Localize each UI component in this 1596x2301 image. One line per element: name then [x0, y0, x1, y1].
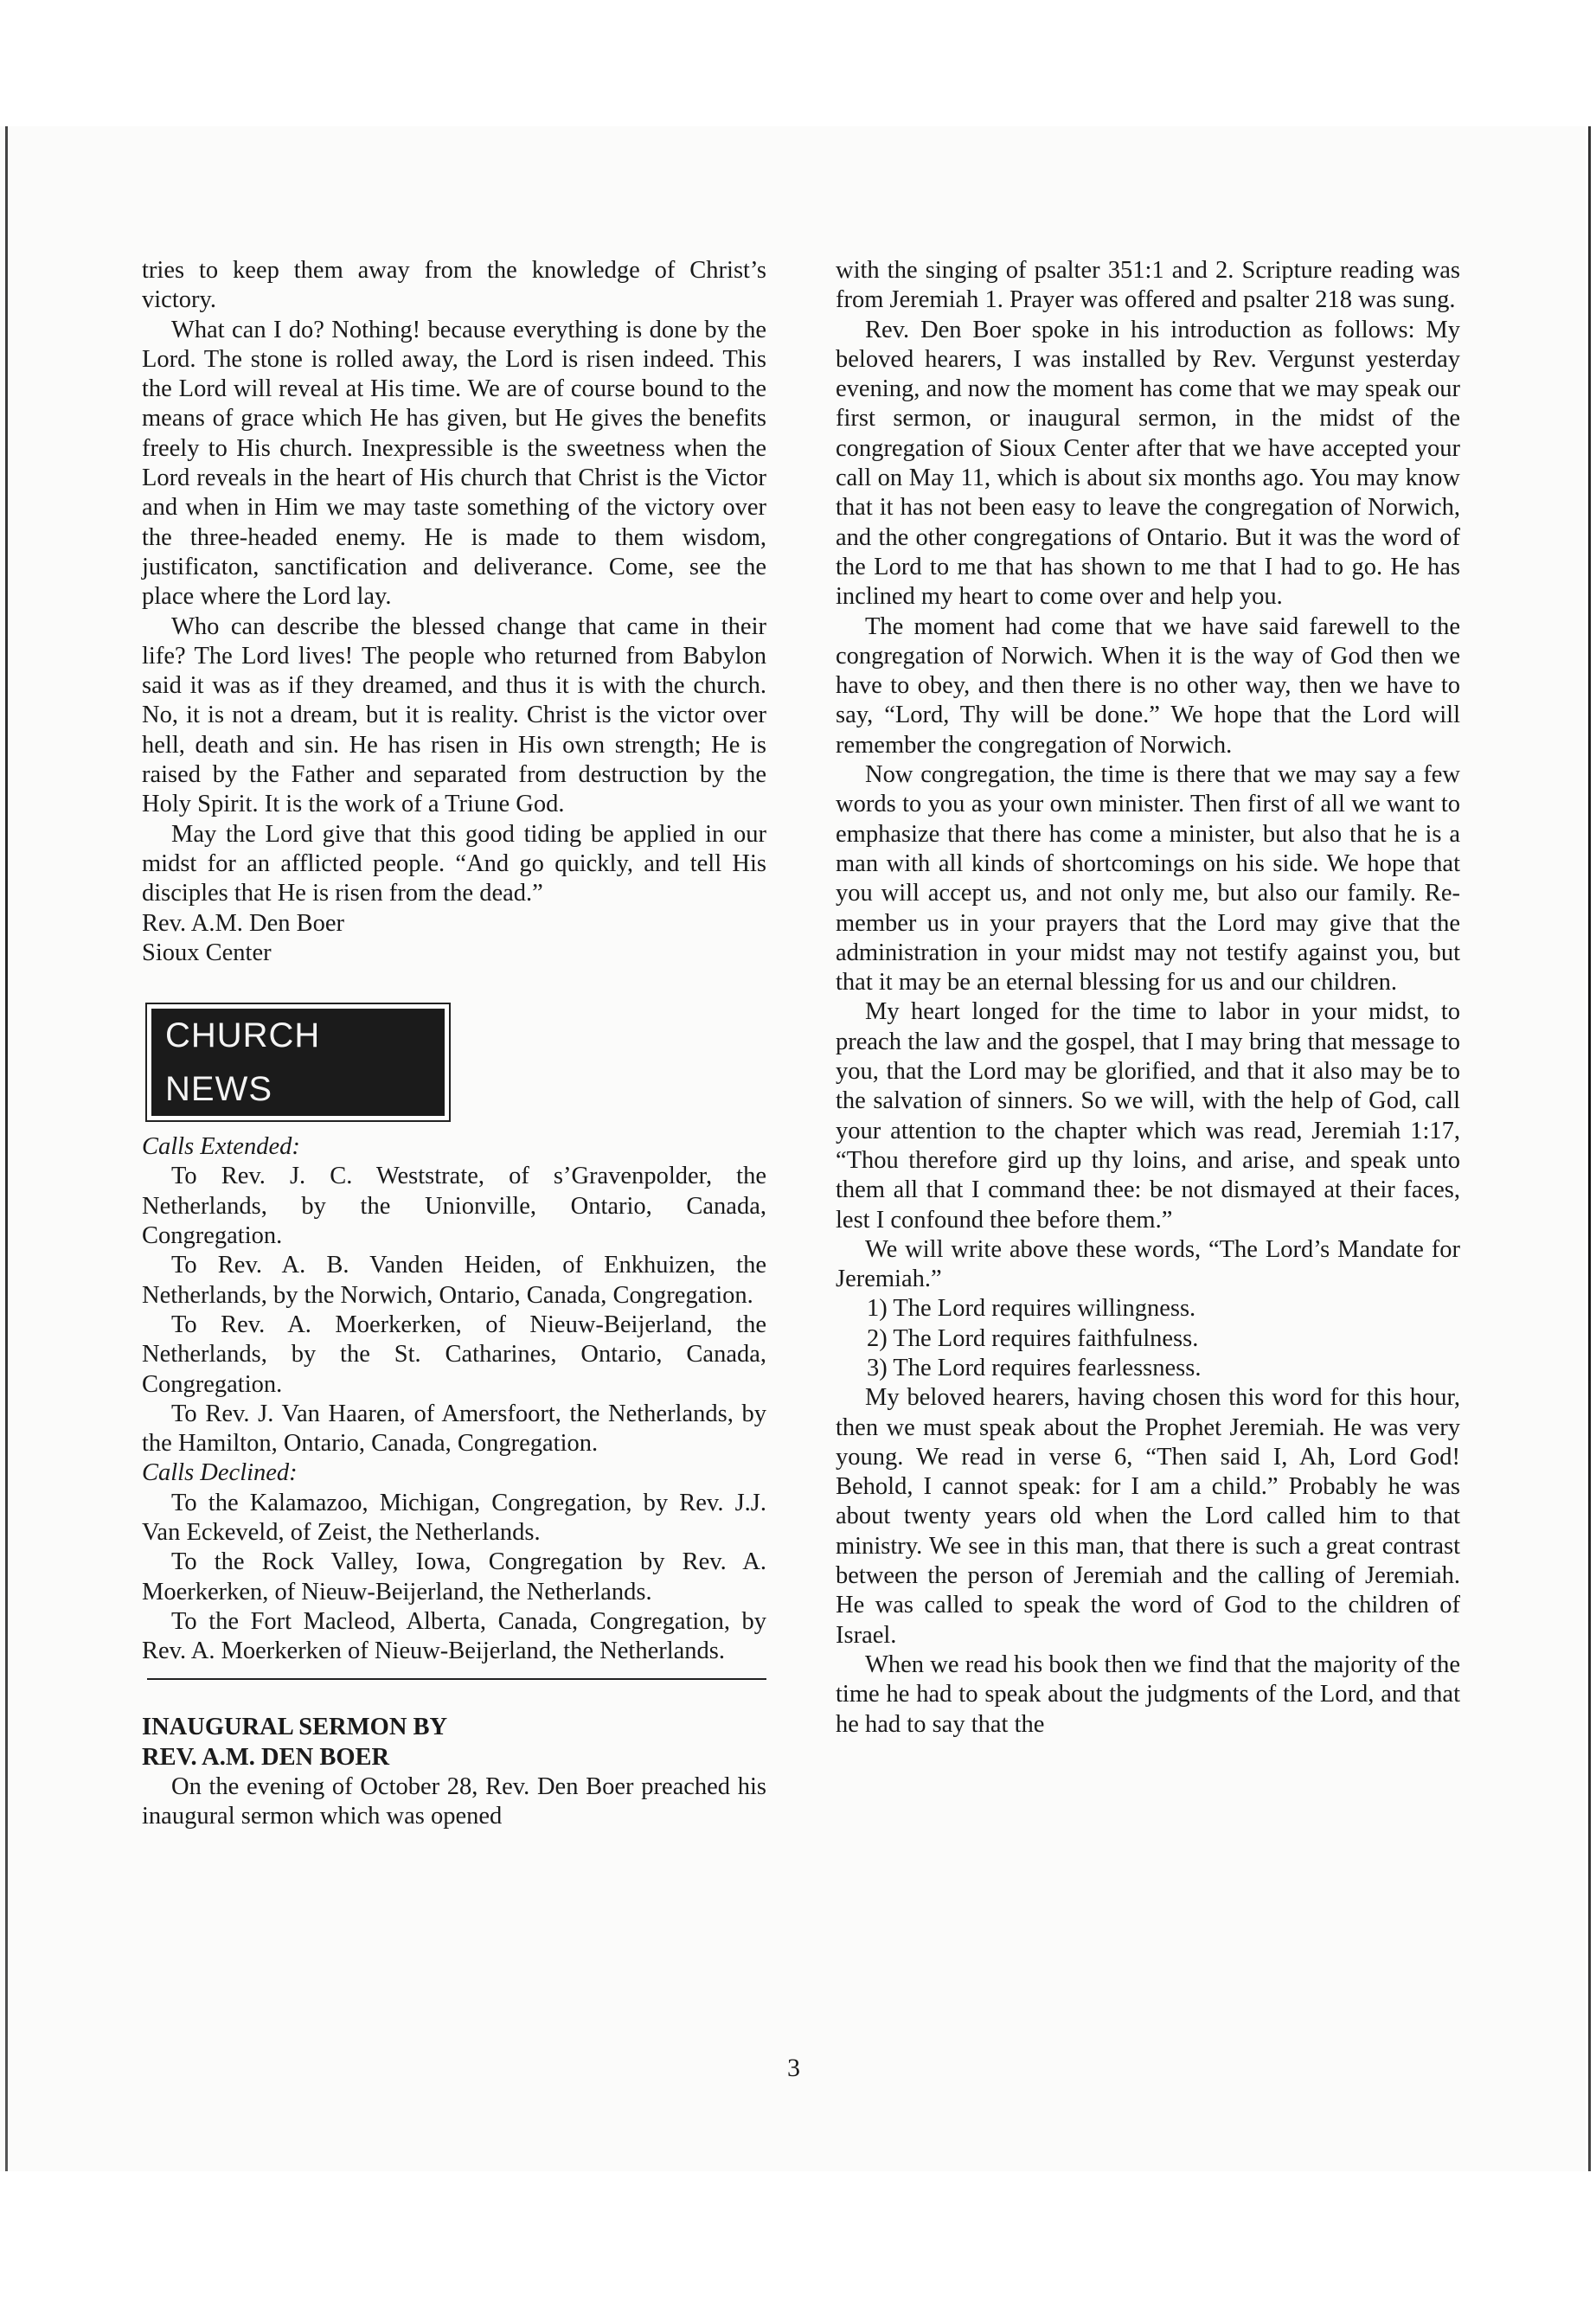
paragraph: tries to keep them away from the knowledge of Christ’s victory. [142, 257, 766, 314]
scan-edge-left [5, 126, 8, 2171]
sermon-heading-line2: REV. A.M. DEN BOER [142, 1743, 390, 1771]
signature-place: Sioux Center [142, 939, 272, 966]
paragraph: When we read his book then we find that the majority of the time he had to speak about the judgments of the Lord, and that he had to say that the [836, 1650, 1460, 1738]
calls-extended-label: Calls Extended: [142, 1133, 300, 1161]
call-item: To Rev. J. Van Haaren, of Amersfoort, the Netherlands, by the Hamilton, Ontario, Canada, Congregation. [142, 1400, 766, 1458]
page-number: 3 [787, 2054, 800, 2082]
paragraph: We will write above these words, “The Lord’s Mandate for Jeremiah.” [836, 1235, 1460, 1293]
signature-name: Rev. A.M. Den Boer [142, 909, 345, 937]
paragraph: Now congregation, the time is there that we may say a few words to you as your own minister. Then first of all we want to emphasize that there has come a minister, but also that he is a man with all kinds of shortcomings on his side. We hope that you will accept us, and not only me, but also our family. Remember us in your prayers that the Lord may give that the administration in your midst may not testify against you, but that it may be an eternal blessing for us and our children. [836, 761, 1460, 997]
section-divider [147, 1678, 766, 1680]
paragraph: What can I do? Nothing! because everything is done by the Lord. The stone is rolled away, the Lord is risen indeed. This the Lord will reveal at His time. We are of course bound to the means of grace which He has given, but He gives the benefits freely to His church. Inexpressible is the sweetness when the Lord reveals in the heart of His church that Christ is the Victor and when in Him we may taste something of the victory over the three-headed enemy. He is made to them wisdom, justificaton, sanctification and deliverance. Come, see the place where the Lord lay. [142, 316, 766, 611]
scan-edge-right [1588, 126, 1591, 2171]
sermon-heading-line1: INAUGURAL SERMON BY [142, 1714, 448, 1741]
call-item: To the Rock Valley, Iowa, Congregation by Rev. A. Moerkerken, of Nieuw-Beijerland, the Netherlands. [142, 1548, 766, 1606]
paragraph: Rev. Den Boer spoke in his introduction as follows: My beloved hearers, I was installed by Rev. Vergunst yesterday evening, and now the moment has come that we may speak our first sermon, or inaugural sermon, in the midst of the congregation of Sioux Center after that we have accepted your call on May 11, which is about six months ago. You may know that it has not been easy to leave the congregation of Norwich, and the other congregations of Ontario. But it was the word of the Lord to me that has shown to me that I had to go. He has inclined my heart to come over and help you. [836, 316, 1460, 611]
left-column [142, 256, 766, 1832]
paragraph: My beloved hearers, having chosen this word for this hour, then we must speak about the Prophet Jeremiah. He was very young. We read in verse 6, “Then said I, Ah, Lord God! Behold, I cannot speak: for I am a child.” Probably he was about twenty years old when the Lord called him to that ministry. We see in this man, that there is such a great contrast between the person of Jeremiah and the calling of Jeremiah. He was called to speak the word of God to the children of Israel. [836, 1384, 1460, 1649]
call-item: To the Fort Macleod, Alberta, Canada, Congregation, by Rev. A. Moerkerken of Nieuw-Beijerland, the Netherlands. [142, 1607, 766, 1665]
paragraph: On the evening of October 28, Rev. Den Boer preached his inaugural sermon which was opened [142, 1773, 766, 1830]
paragraph: with the singing of psalter 351:1 and 2. Scripture reading was from Jeremiah 1. Prayer was offered and psalter 218 was sung. [836, 257, 1460, 314]
call-item: To Rev. A. Moerkerken, of Nieuw-Beijerland, the Netherlands, by the St. Catharines, Ontario, Canada, Congregation. [142, 1311, 766, 1398]
calls-declined-label: Calls Declined: [142, 1459, 298, 1487]
church-news-title: CHURCH NEWS [151, 1009, 445, 1116]
church-news-frame [145, 1003, 451, 1122]
right-column [836, 256, 1460, 1740]
list-item: 1) The Lord requires willingness. [867, 1295, 1196, 1323]
church-news-banner [145, 1003, 766, 1122]
call-item: To Rev. A. B. Vanden Heiden, of Enkhuizen, the Netherlands, by the Norwich, Ontario, Canada, Congregation. [142, 1252, 766, 1309]
call-item: To Rev. J. C. Weststrate, of s’Gravenpolder, the Netherlands, by the Unionville, Ontario, Canada, Congregation. [142, 1163, 766, 1250]
list-item: 3) The Lord requires fearlessness. [867, 1354, 1202, 1381]
sermon-points [836, 1294, 1460, 1383]
paragraph: The moment had come that we have said farewell to the congregation of Norwich. When it is the way of God then we have to obey, and then there is no other way, then we have to say, “Lord, Thy will be done.” We hope that the Lord will remember the congregation of Norwich. [836, 612, 1460, 759]
paragraph: May the Lord give that this good tiding be applied in our midst for an afflicted people. “And go quickly, and tell His disciples that He is risen from the dead.” [142, 820, 766, 907]
paragraph: Who can describe the blessed change that came in their life? The Lord lives! The people who returned from Babylon said it was as if they dreamed, and thus it is with the church. No, it is not a dream, but it is reality. Christ is the victor over hell, death and sin. He has risen in His own strength; He is raised by the Father and separated from destruction by the Holy Spirit. It is the work of a Triune God. [142, 612, 766, 818]
call-item: To the Kalamazoo, Michigan, Congregation, by Rev. J.J. Van Eckeveld, of Zeist, the Netherlands. [142, 1489, 766, 1546]
list-item: 2) The Lord requires faithfulness. [867, 1324, 1199, 1352]
paragraph: My heart longed for the time to labor in your midst, to preach the law and the gospel, that I may bring that message to you, that the Lord may be glorified, and that it also may be to the salvation of sinners. So we will, with the help of God, call your attention to the chapter which was read, Jeremiah 1:17, “Thou therefore gird up thy loins, and arise, and speak unto them all that I command thee: be not dismayed at their faces, lest I confound thee before them.” [836, 998, 1460, 1234]
